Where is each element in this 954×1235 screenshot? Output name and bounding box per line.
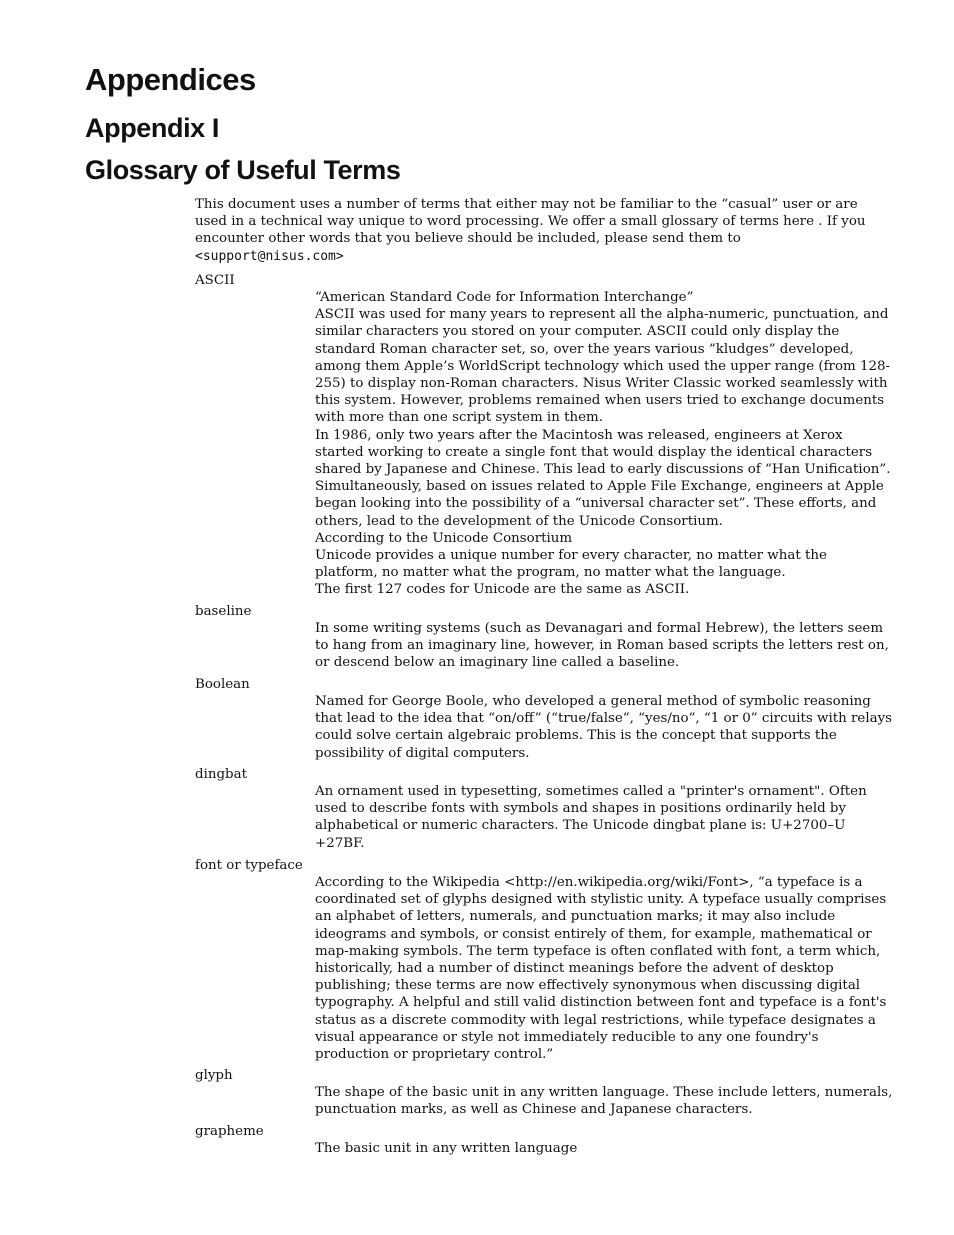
glossary-term: ASCII xyxy=(195,273,235,288)
glossary-term: baseline xyxy=(195,604,252,619)
definition-paragraph: The first 127 codes for Unicode are the same as ASCII. xyxy=(315,582,690,598)
glossary-term: Boolean xyxy=(195,677,250,692)
definition-paragraph: According to the Unicode Consortium xyxy=(315,530,573,546)
glossary-term: grapheme xyxy=(195,1124,264,1139)
definition-paragraph: An ornament used in typesetting, sometimes called a "printer's ornament". Often used to describe fonts with symbols and shapes in positions ordinarily held by alphabetical or numeric characters. The Unicode dingbat plane is: U+2700–U +27BF. xyxy=(315,784,867,851)
glossary-definition xyxy=(315,620,893,672)
definition-paragraph: The basic unit in any written language xyxy=(315,1141,578,1156)
definition-paragraph: “American Standard Code for Information Interchange” xyxy=(315,290,694,305)
glossary-definition xyxy=(315,289,893,599)
glossary-definition xyxy=(315,1084,893,1118)
definition-paragraph: According to the Wikipedia <http://en.wikipedia.org/wiki/Font>, “a typeface is a coordinated set of glyphs designed with stylistic unity. A typeface usually comprises an alphabet of letters, numerals, and punctuation marks; it may also include ideograms and symbols, or consist entirely of them, for example, mathematical or map-making symbols. The term typeface is often conflated with font, a term which, historically, had a number of distinct meanings before the advent of desktop publishing; these terms are now effectively synonymous when discussing digital typography. A helpful and still valid distinction between font and typeface is a font's status as a discrete commodity with legal restrictions, while typeface designates a visual appearance or style not immediately reducible to any one foundry's production or proprietary control.” xyxy=(315,875,887,1063)
glossary-definition xyxy=(315,693,893,762)
definition-paragraph: In some writing systems (such as Devanagari and formal Hebrew), the letters seem to hang from an imaginary line, however, in Roman based scripts the letters rest on, or descend below an imaginary line called a baseline. xyxy=(315,621,889,671)
glossary-definition xyxy=(315,1140,893,1157)
intro-text: This document uses a number of terms that either may not be familiar to the “casual” user or are used in a technical way unique to word processing. We offer a small glossary of terms here . If you encounter other words that you believe should be included, please send them to xyxy=(195,197,866,247)
support-email: <support@nisus.com> xyxy=(195,248,344,264)
glossary-title: Glossary of Useful Terms xyxy=(85,155,401,185)
definition-paragraph: ASCII was used for many years to represent all the alpha-numeric, punctuation, and similar characters you stored on your computer. ASCII could only display the standard Roman character set, so, over the years various “kludges” developed, among them Apple’s WorldScript technology which used the upper range (from 128-255) to display non-Roman characters. Nisus Writer Classic worked seamlessly with this system. However, problems remained when users tried to exchange documents with more than one script system in them. xyxy=(315,307,891,426)
glossary-definition xyxy=(315,783,893,852)
glossary-term: glyph xyxy=(195,1068,233,1083)
definition-paragraph: Unicode provides a unique number for every character, no matter what the platform, no matter what the program, no matter what the language. xyxy=(315,548,827,581)
section-title: Appendices xyxy=(85,62,256,97)
glossary-definition xyxy=(315,874,893,1063)
definition-paragraph: In 1986, only two years after the Macintosh was released, engineers at Xerox started working to create a single font that would display the identical characters shared by Japanese and Chinese. This lead to early discussions of “Han Unification”. Simultaneously, based on issues related to Apple File Exchange, engineers at Apple began looking into the possibility of a “universal character set”. These efforts, and others, lead to the development of the Unicode Consortium. xyxy=(315,427,891,529)
glossary-term: font or typeface xyxy=(195,858,303,873)
appendix-title: Appendix I xyxy=(85,113,220,143)
glossary-term: dingbat xyxy=(195,767,247,782)
definition-paragraph: The shape of the basic unit in any written language. These include letters, numerals, punctuation marks, as well as Chinese and Japanese characters. xyxy=(315,1085,893,1118)
intro-paragraph xyxy=(195,196,885,265)
definition-paragraph: Named for George Boole, who developed a general method of symbolic reasoning that lead to the idea that “on/off” (“true/false”, “yes/no”, “1 or 0” circuits with relays could solve certain algebraic problems. This is the concept that supports the possibility of digital computers. xyxy=(315,694,893,761)
